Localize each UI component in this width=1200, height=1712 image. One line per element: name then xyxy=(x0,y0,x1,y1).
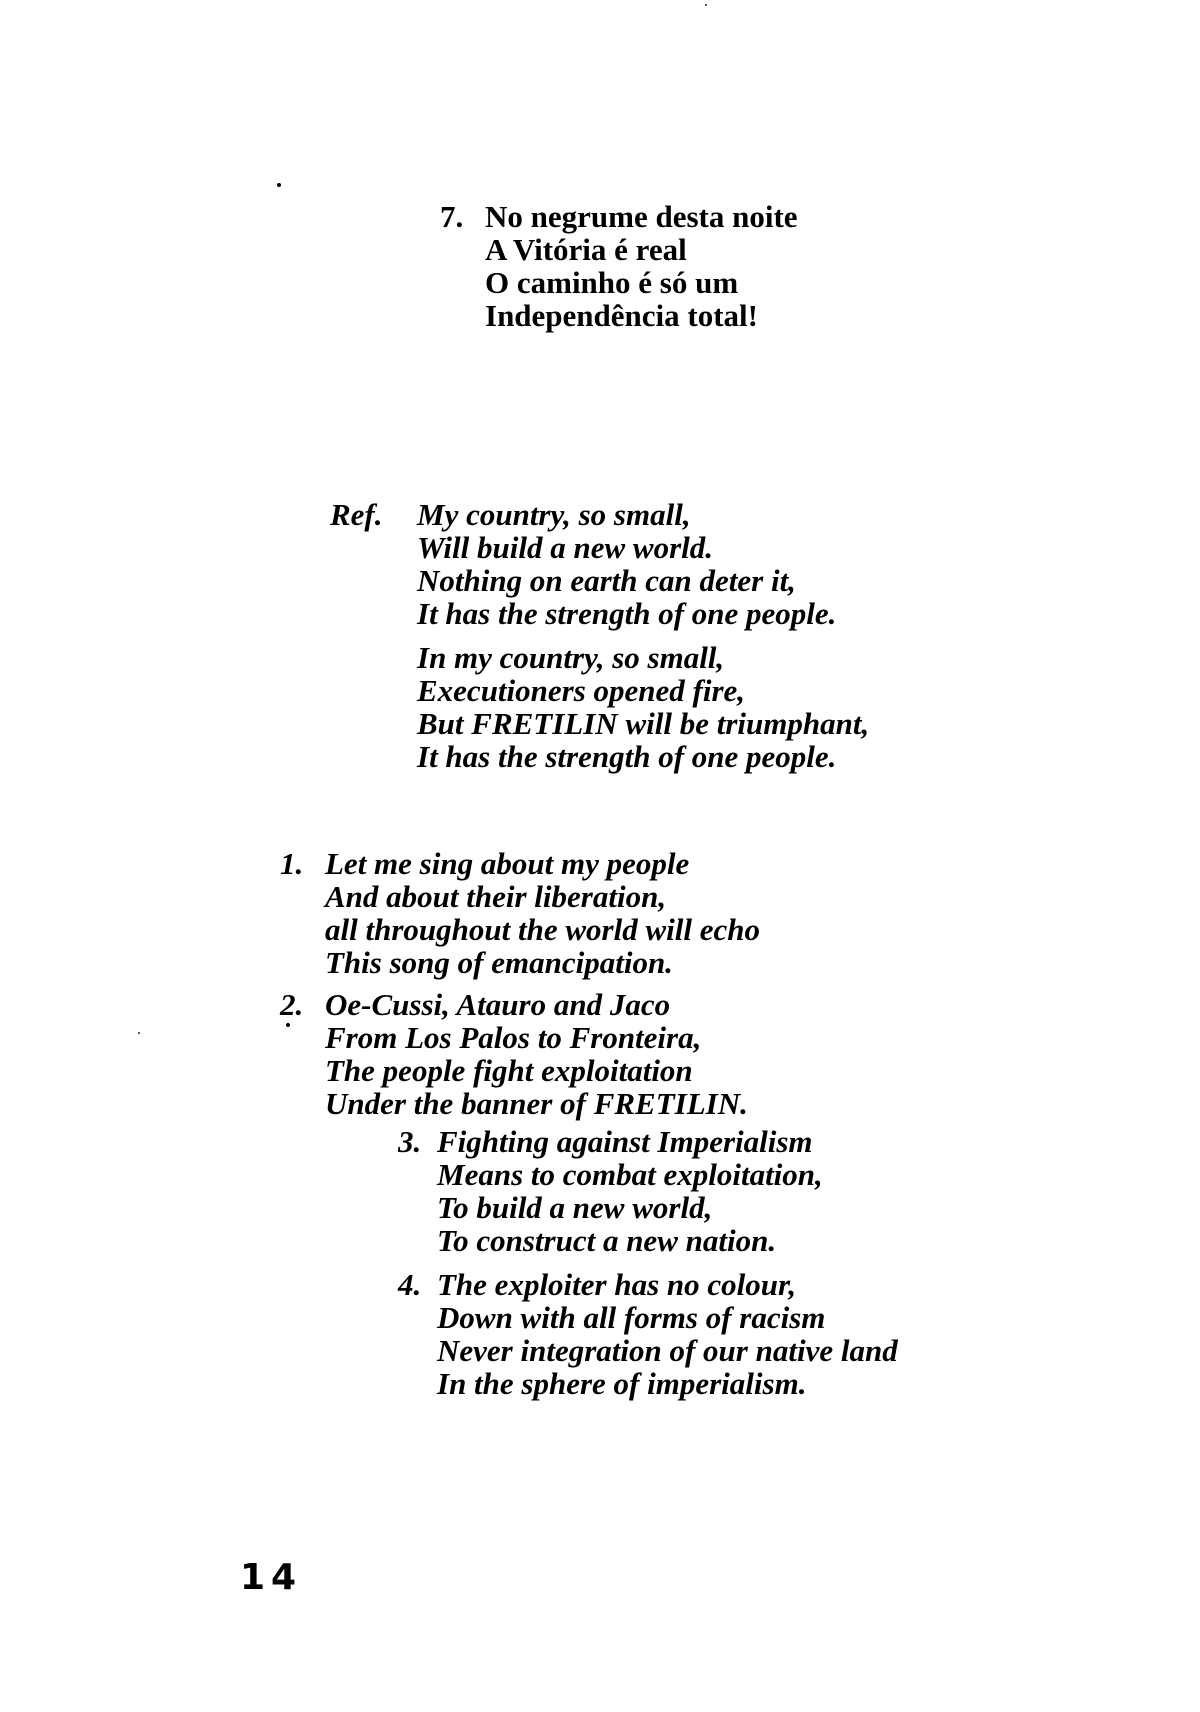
refrain-label: Ref. xyxy=(330,497,383,532)
verse-2-line: Oe-Cussi, Atauro and Jaco xyxy=(325,987,671,1022)
refrain-line: In my country, so small, xyxy=(417,640,725,675)
verse-2-number: 2. xyxy=(280,987,304,1022)
verse-1-line: This song of emancipation. xyxy=(325,945,673,980)
verse-3-line: Means to combat exploitation, xyxy=(437,1157,823,1192)
verse-4-line: Down with all forms of racism xyxy=(437,1300,826,1335)
verse-1-number: 1. xyxy=(280,846,304,881)
page-number: 14 xyxy=(240,1557,303,1598)
refrain-line: It has the strength of one people. xyxy=(417,596,837,631)
refrain-line: Nothing on earth can deter it, xyxy=(417,563,796,598)
refrain-line: But FRETILIN will be triumphant, xyxy=(417,706,870,741)
print-speck xyxy=(138,1032,140,1034)
stanza-7-line: A Vitória é real xyxy=(485,232,687,267)
verse-2-line: Under the banner of FRETILIN. xyxy=(325,1086,748,1121)
verse-4-number: 4. xyxy=(398,1267,422,1302)
verse-2-line: The people fight exploitation xyxy=(325,1053,693,1088)
verse-1-line: Let me sing about my people xyxy=(325,846,690,881)
verse-3-number: 3. xyxy=(398,1124,422,1159)
stanza-7-line: O caminho é só um xyxy=(485,265,739,300)
print-speck xyxy=(286,1023,290,1027)
stanza-7-line: Independência total! xyxy=(485,298,758,333)
refrain-line: Will build a new world. xyxy=(417,530,713,565)
stanza-7-number: 7. xyxy=(440,199,464,234)
verse-1-line: all throughout the world will echo xyxy=(325,912,760,947)
verse-3-line: To construct a new nation. xyxy=(437,1223,777,1258)
refrain-line: My country, so small, xyxy=(417,497,691,532)
verse-4-line: In the sphere of imperialism. xyxy=(437,1366,807,1401)
refrain-line: It has the strength of one people. xyxy=(417,739,837,774)
stanza-7-line: No negrume desta noite xyxy=(485,199,798,234)
verse-4-line: Never integration of our native land xyxy=(437,1333,898,1368)
refrain-line: Executioners opened fire, xyxy=(417,673,746,708)
verse-3-line: To build a new world, xyxy=(437,1190,713,1225)
verse-4-line: The exploiter has no colour, xyxy=(437,1267,797,1302)
verse-1-line: And about their liberation, xyxy=(325,879,667,914)
verse-3-line: Fighting against Imperialism xyxy=(437,1124,813,1159)
print-speck xyxy=(705,4,707,6)
print-speck xyxy=(277,183,281,187)
verse-2-line: From Los Palos to Fronteira, xyxy=(325,1020,702,1055)
